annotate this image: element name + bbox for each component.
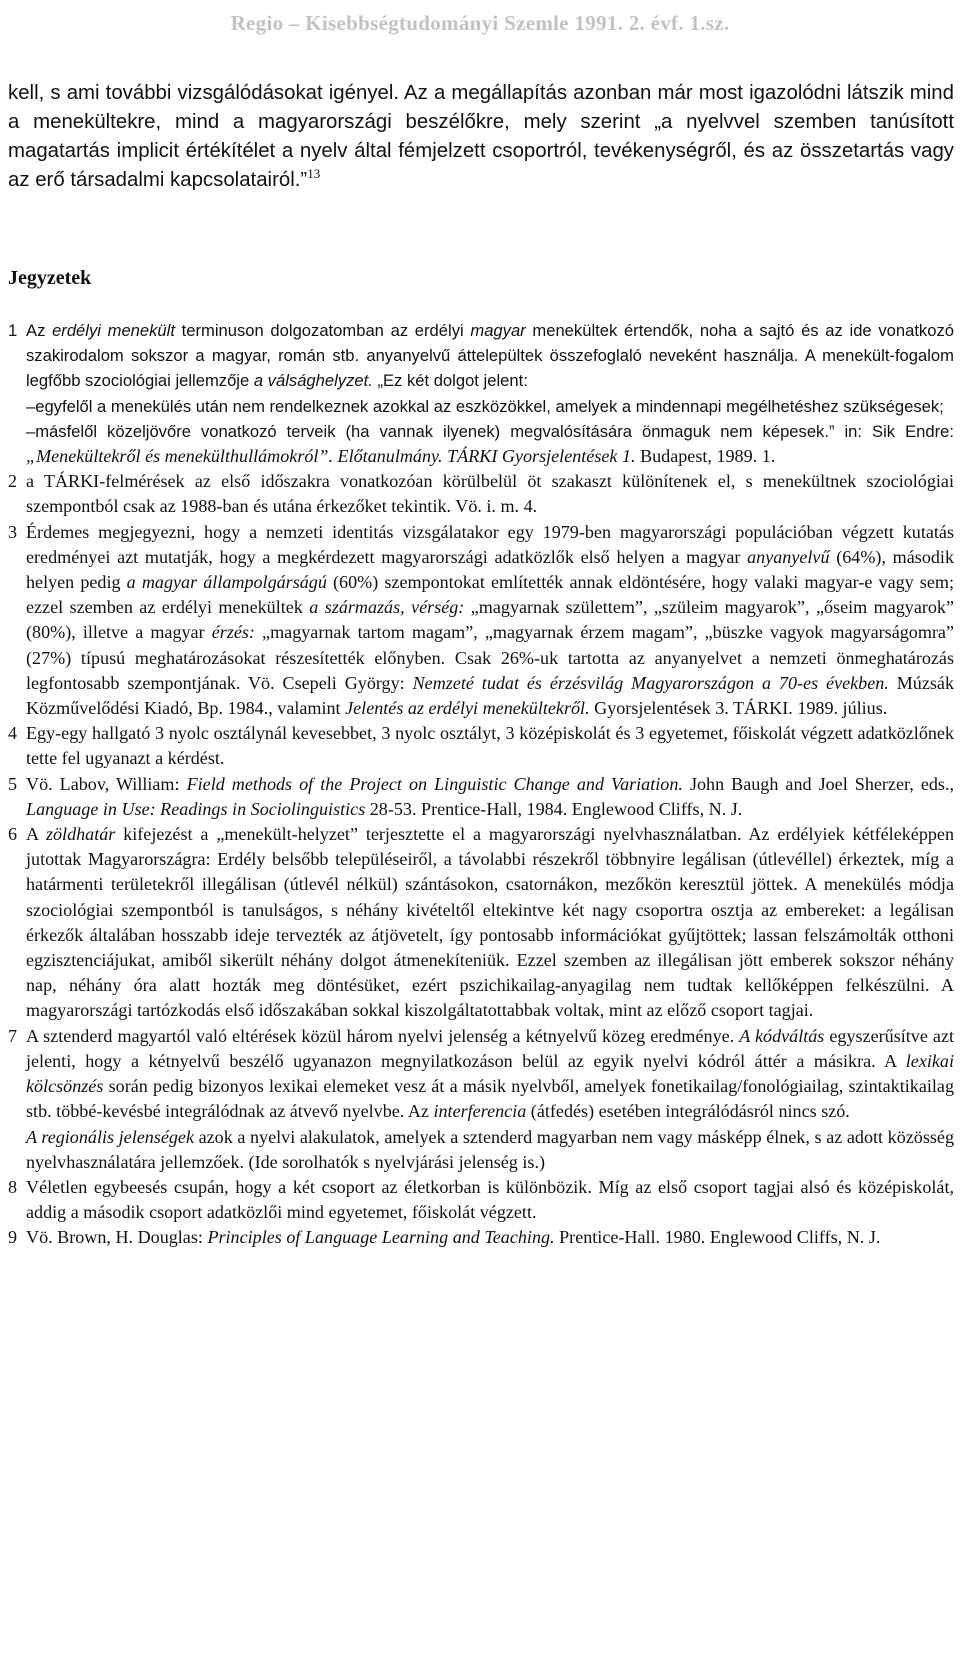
note-4 xyxy=(8,721,954,771)
note-3 xyxy=(8,520,954,722)
note-8 xyxy=(8,1175,954,1225)
note-text: Egy-egy hallgató 3 nyolc osztálynál kevesebbet, 3 nyolc osztályt, 3 középiskolát és 3 egyetemet, főiskolát végzett adatközlőnek tette fel ugyanazt a kérdést. xyxy=(26,723,954,769)
footnote-ref: 13 xyxy=(307,166,321,181)
note-1-line-2: –egyfelől a menekülés után nem rendelkeznek azokkal az eszközökkel, amelyek a mindennapi megélhetéshez szükségesek; xyxy=(26,396,944,416)
note-2 xyxy=(8,469,954,519)
intro-paragraph xyxy=(8,79,954,195)
note-7 xyxy=(8,1024,954,1125)
note-text: A sztenderd magyartól való eltérések közül három nyelvi jelenség a kétnyelvű közeg eredménye. A kódváltás egyszerűsítve azt jelenti, hogy a kétnyelvű beszélő ugyanazon megnyilatkozáson belül az egyik nyelvi kódról áttér a másikra. A lexikai kölcsönzés során pedig bizonyos lexikai elemeket vesz át a másik nyelvből, amelyek fonetikailag/fonológiailag, szintaktikailag stb. többé-kevésbé integrálódnak az átvevő nyelvbe. Az interferencia (átfedés) esetében integrálódásról nincs szó. xyxy=(26,1025,955,1122)
note-text: Érdemes megjegyezni, hogy a nemzeti identitás vizsgálatakor egy 1979-ben magyarországi populációban végzett kutatás eredményei azt mutatják, hogy a megkérdezett magyarországi adatközlők első helyen a magyar anyanyelvű (64%), második helyen pedig a magyar állampolgárságú (60%) szempontokat említették annak eldöntésére, hogy valaki magyar-e vagy sem; ezzel szemben az erdélyi menekültek a származás, vérség: „magyarnak születtem”, „szüleim magyarok”, „őseim magyarok” (80%), illetve a magyar érzés: „magyarnak tartom magam”, „magyarnak érzem magam”, „büszke vagyok magyarságomra” (27%) típusú meghatározásokat részesítették előnyben. Csak 26%-uk tartotta az anyanyelvet a nemzeti önmeghatározás legfontosabb szempontjának. Vö. Csepeli György: Nemzeté tudat és érzésvilág Magyarországon a 70-es években. Múzsák Közművelődési Kiadó, Bp. 1984., valamint Jelentés az erdélyi menekültekről. Gyorsjelentések 3. TÁRKI. 1989. július. xyxy=(26,521,955,719)
note-text: a TÁRKI-felmérések az első időszakra vonatkozóan körülbelül öt szakaszt különítenek el, s menekültnek szociológiai szempontból csak az 1988-ban és utána érkezőket tekintik. Vö. i. m. 4. xyxy=(26,471,954,517)
note-5 xyxy=(8,772,954,822)
note-text: A zöldhatár kifejezést a „menekült-helyzet” terjesztette el a magyarországi nyelvhasználatban. Az erdélyiek kétféleképpen jutottak Magyarországra: Erdély belsőbb településeiről, a távolabbi részekről többnyire legálisan (útlevéllel) érkeztek, míg a határmenti területekről illegálisan (útlevél nélkül) szántásokon, csatornákon, mezőkön keresztül jöttek. A menekülés módja szociológiai szempontból is tanulságos, s néhány kivételtől eltekintve két nagy csoportra osztja az embereket: a legálisan érkezők általában hosszabb ideje tervezték az átjövetelt, így pontosabb információkat gyűjtöttek; lassan felszámolták otthoni egzisztenciájukat, amiből sikerült néhány dolgot átmenekíteniük. Ezzel szemben az illegálisan jött emberek sokszor néhány nap, néhány óra alatt hozták meg döntésüket, ezért pszichikailag-anyagilag nem tudtak kellőképpen felkészülni. A magyarországi tartózkodás első időszakában sokkal kiszolgáltatottabbak voltak, mint az előző csoport tagjai. xyxy=(26,824,954,1021)
notes-heading: Jegyzetek xyxy=(8,267,92,289)
note-number: 1 xyxy=(8,321,18,340)
note-number: 3 xyxy=(8,521,18,542)
note-6 xyxy=(8,822,954,1024)
note-1 xyxy=(8,318,954,394)
note-1-line-3: –másfelől közeljövőre vonatkozó terveik (ha vannak ilyenek) megvalósítására önmaguk nem képesek.” in: Sik Endre: „Menekültekről és menekülthullámokról”. Előtanulmány. TÁRKI Gyorsjelentések 1. Budapest, 1989. 1. xyxy=(26,421,954,467)
note-number: 5 xyxy=(8,773,18,794)
running-header: Regio – Kisebbségtudományi Szemle 1991. 2. évf. 1.sz. xyxy=(230,11,730,35)
note-number: 7 xyxy=(8,1025,18,1046)
note-9 xyxy=(8,1225,954,1250)
notes-list xyxy=(8,318,954,1251)
note-text: Véletlen egybeesés csupán, hogy a két csoport az életkorban is különbözik. Míg az első csoport tagjai alsó és középiskolát, addig a második csoport adatközlői mind egyetemet, főiskolát végzett. xyxy=(26,1176,954,1223)
note-number: 6 xyxy=(8,824,18,845)
note-number: 4 xyxy=(8,723,18,744)
note-number: 8 xyxy=(8,1176,18,1197)
note-number: 9 xyxy=(8,1227,18,1248)
note-text: Az erdélyi menekült terminuson dolgozatomban az erdélyi magyar menekültek értendők, noha a sajtó és az ide vonatkozó szakirodalom sokszor a magyar, román stb. anyanyelvű áttelepültek összefoglaló neveként használja. A menekült-fogalom legfőbb szociológiai jellemzője a válsághelyzet. „Ez két dolgot jelent: xyxy=(26,321,954,391)
note-7-paragraph-2: A regionális jelenségek azok a nyelvi alakulatok, amelyek a sztenderd magyarban nem vagy másképp élnek, s az adott közösség nyelvhasználatára jellemzőek. (Ide sorolhatók s nyelvjárási jelenség is.) xyxy=(26,1126,954,1172)
note-text: Vö. Labov, William: Field methods of the Project on Linguistic Change and Variation. John Baugh and Joel Sherzer, eds., Language in Use: Readings in Sociolinguistics 28-53. Prentice-Hall, 1984. Englewood Cliffs, N. J. xyxy=(26,773,955,819)
note-text: Vö. Brown, H. Douglas: Principles of Language Learning and Teaching. Prentice-Hall. 1980. Englewood Cliffs, N. J. xyxy=(26,1227,881,1248)
intro-text: kell, s ami további vizsgálódásokat igényel. Az a megállapítás azonban már most igazolódni látszik mind a menekültekre, mind a magyarországi beszélőkre, mely szerint „a nyelvvel szemben tanúsított magatartás implicit értékítélet a nyelv által fémjelzett csoportról, tevékenységről, és az összetartás vagy az erő társadalmi kapcsolatairól.” xyxy=(8,82,954,191)
note-number: 2 xyxy=(8,471,18,492)
